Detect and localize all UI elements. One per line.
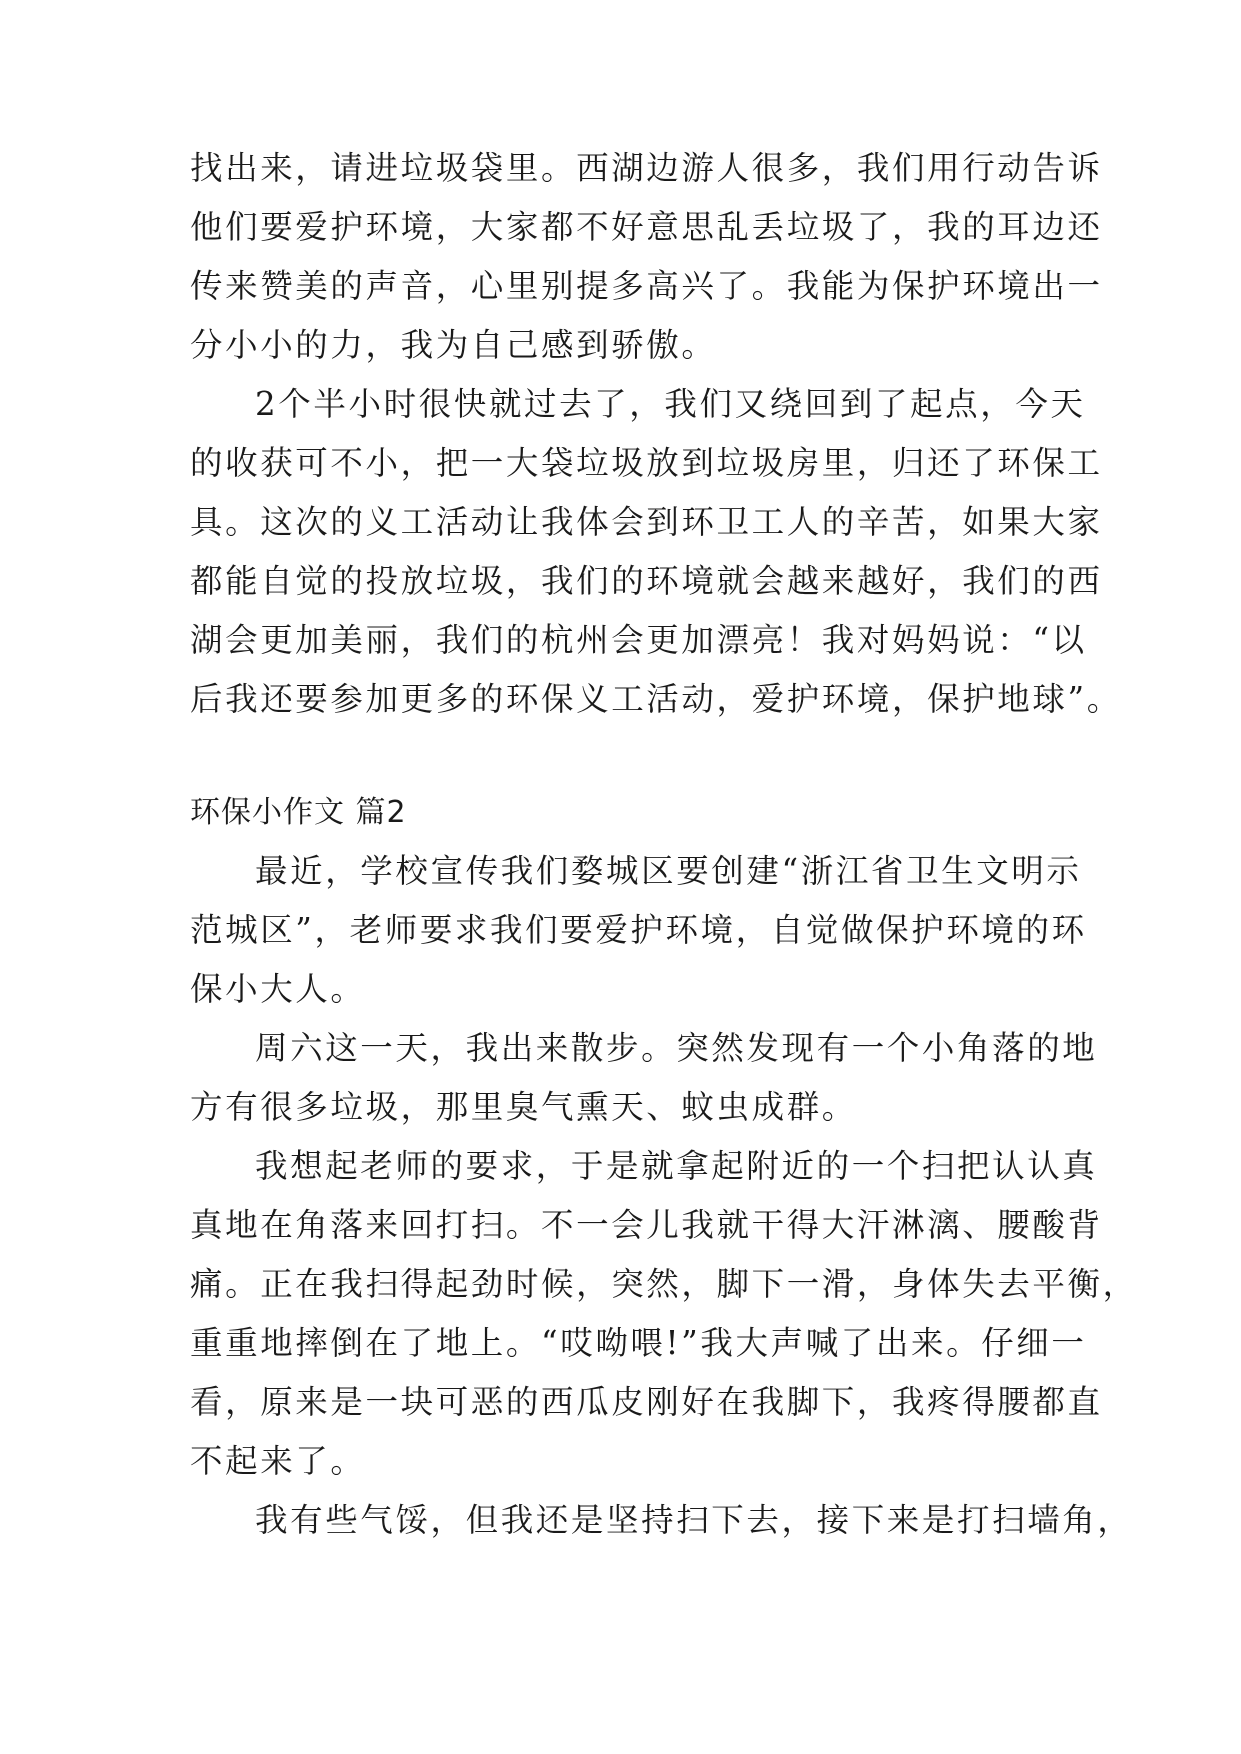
paragraph-line: 方有很多垃圾，那里臭气熏天、蚊虫成群。 [190,1088,857,1126]
paragraph-line: 后我还要参加更多的环保义工活动，爱护环境，保护地球”。 [190,680,1122,718]
paragraph-line: 的收获可不小，把一大袋垃圾放到垃圾房里，归还了环保工 [190,444,1103,482]
paragraph-line: 分小小的力，我为自己感到骄傲。 [190,326,717,364]
paragraph-line: 看，原来是一块可恶的西瓜皮刚好在我脚下，我疼得腰都直 [190,1383,1103,1421]
paragraph-line: 我有些气馁，但我还是坚持扫下去，接下来是打扫墙角， [255,1501,1133,1539]
paragraph-line: 找出来，请进垃圾袋里。西湖边游人很多，我们用行动告诉 [190,149,1103,187]
paragraph-line: 痛。正在我扫得起劲时候，突然，脚下一滑，身体失去平衡， [190,1265,1138,1303]
section-heading: 环保小作文 篇2 [190,795,407,830]
paragraph-line: 我想起老师的要求，于是就拿起附近的一个扫把认认真 [255,1147,1098,1185]
paragraph-line: 都能自觉的投放垃圾，我们的环境就会越来越好，我们的西 [190,562,1103,600]
paragraph-line: 不起来了。 [190,1442,366,1480]
paragraph-line: 范城区”，老师要求我们要爱护环境，自觉做保护环境的环 [190,911,1087,949]
paragraph-line: 具。这次的义工活动让我体会到环卫工人的辛苦，如果大家 [190,503,1103,541]
paragraph-line: 周六这一天，我出来散步。突然发现有一个小角落的地 [255,1029,1098,1067]
paragraph-line: 湖会更加美丽，我们的杭州会更加漂亮！我对妈妈说：“以 [190,621,1087,659]
paragraph-line: 2个半小时很快就过去了，我们又绕回到了起点，今天 [255,385,1086,423]
paragraph-line: 重重地摔倒在了地上。“哎呦喂!”我大声喊了出来。仔细一 [190,1324,1087,1362]
paragraph-line: 他们要爱护环境，大家都不好意思乱丢垃圾了，我的耳边还 [190,208,1103,246]
paragraph-line: 传来赞美的声音，心里别提多高兴了。我能为保护环境出一 [190,267,1103,305]
paragraph-line: 最近，学校宣传我们婺城区要创建“浙江省卫生文明示 [255,852,1082,890]
paragraph-line: 保小大人。 [190,970,366,1008]
paragraph-line: 真地在角落来回打扫。不一会儿我就干得大汗淋漓、腰酸背 [190,1206,1103,1244]
